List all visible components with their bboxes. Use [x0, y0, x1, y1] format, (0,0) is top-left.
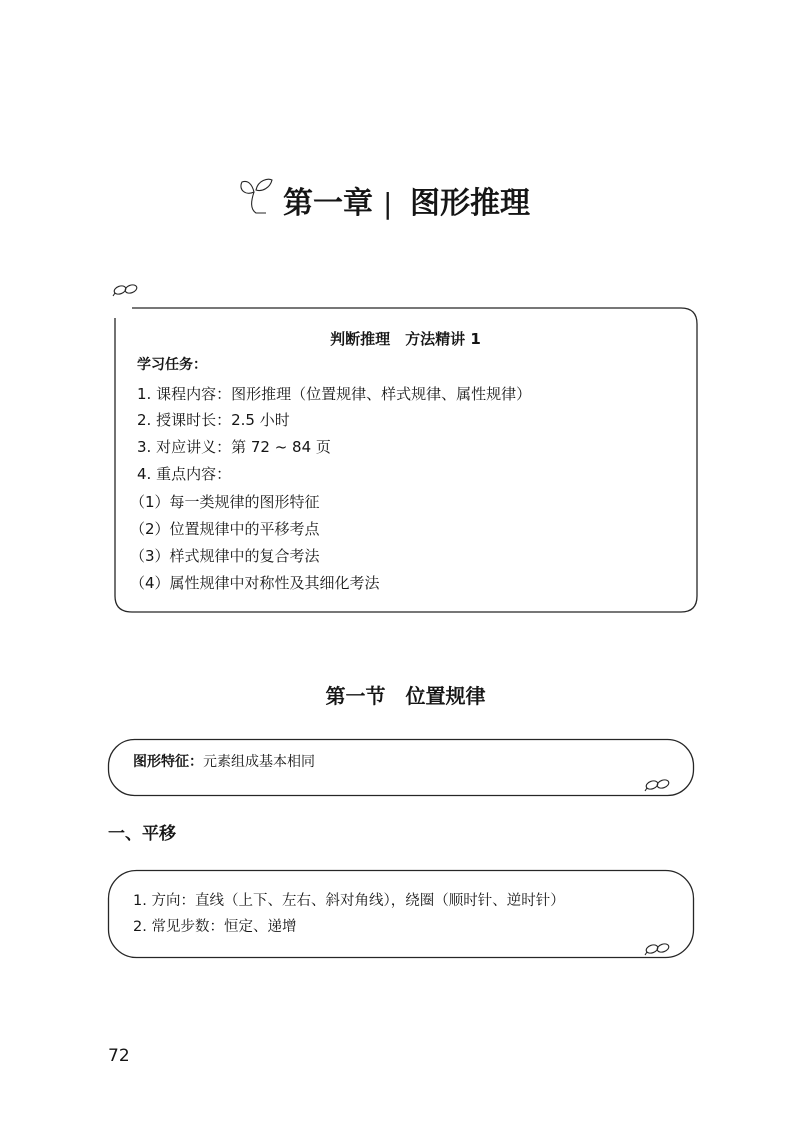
leaf-icon	[645, 778, 670, 791]
feature-label: 图形特征：	[133, 754, 203, 770]
translation-item: 2. 常见步数：恒定、递增	[133, 919, 297, 935]
task-label: 学习任务：	[137, 357, 207, 373]
page-number: 72	[108, 1046, 130, 1066]
course-box-outline	[115, 308, 697, 612]
feature-line	[133, 755, 315, 769]
key-point: （3）样式规律中的复合考法	[130, 547, 320, 565]
translation-box-outline	[109, 871, 694, 958]
course-box-heading: 判断推理 方法精讲 1	[330, 330, 481, 348]
key-point: （1）每一类规律的图形特征	[130, 493, 320, 511]
key-point: （4）属性规律中对称性及其细化考法	[130, 574, 380, 592]
chapter-separator: |	[383, 187, 393, 220]
chapter-title: 图形推理	[410, 186, 530, 221]
leaf-icon	[113, 283, 138, 296]
feature-text: 元素组成基本相同	[203, 754, 315, 770]
subsection-title: 一、平移	[108, 824, 176, 844]
translation-item: 1. 方向：直线（上下、左右、斜对角线），绕圈（顺时针、逆时针）	[133, 893, 565, 909]
leaf-icon	[645, 942, 670, 955]
sprout-icon	[241, 179, 272, 213]
course-item: 1. 课程内容：图形推理（位置规律、样式规律、属性规律）	[137, 385, 532, 403]
course-item: 2. 授课时长：2.5 小时	[137, 411, 290, 429]
chapter-number: 第一章	[283, 186, 373, 221]
key-point: （2）位置规律中的平移考点	[130, 520, 320, 538]
section-title: 第一节 位置规律	[325, 684, 486, 708]
course-item: 3. 对应讲义：第 72 ~ 84 页	[137, 438, 331, 456]
course-item: 4. 重点内容：	[137, 465, 232, 483]
